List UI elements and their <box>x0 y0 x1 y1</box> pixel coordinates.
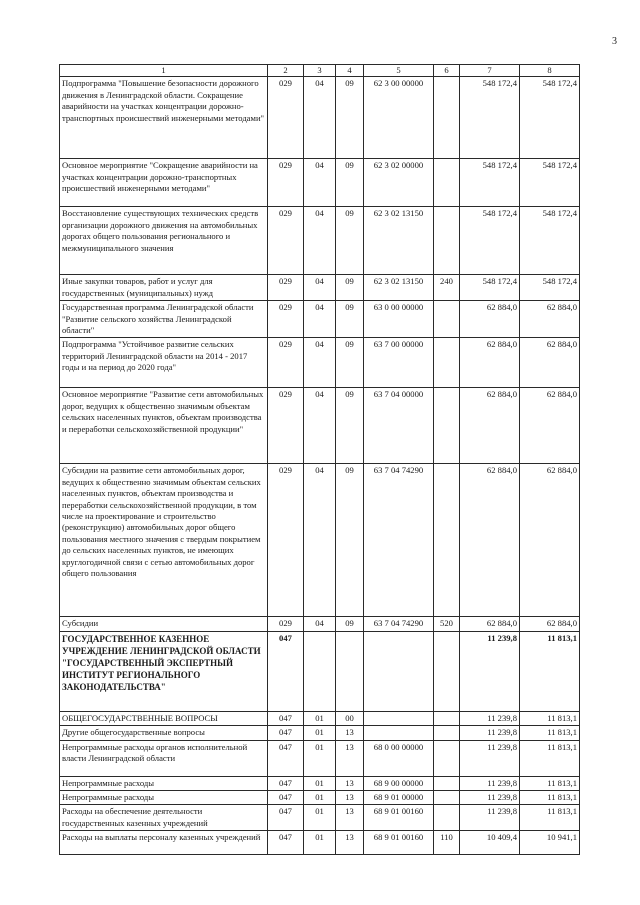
row-expense-type <box>434 791 460 805</box>
row-amount-2: 11 813,1 <box>520 726 580 740</box>
header-cell-1: 1 <box>60 65 268 77</box>
row-target-article: 68 9 01 00160 <box>364 805 434 831</box>
row-subsection-code: 09 <box>336 275 364 301</box>
row-amount-2: 548 172,4 <box>520 77 580 159</box>
row-amount-2: 10 941,1 <box>520 831 580 855</box>
row-subsection-code: 00 <box>336 711 364 725</box>
row-amount-1: 11 239,8 <box>460 740 520 776</box>
row-name: Непрограммные расходы органов исполнительной власти Ленинградской области <box>60 740 268 776</box>
row-ved-code: 029 <box>268 207 304 275</box>
row-expense-type <box>434 711 460 725</box>
row-ved-code: 047 <box>268 711 304 725</box>
row-section-code: 04 <box>304 388 336 464</box>
row-name: Подпрограмма "Устойчивое развитие сельских территорий Ленинградской области на 2014 - 2017 годы и на период до 2020 года" <box>60 338 268 388</box>
row-section-code: 04 <box>304 275 336 301</box>
header-cell-8: 8 <box>520 65 580 77</box>
row-section-code: 04 <box>304 338 336 388</box>
table-row <box>60 805 580 831</box>
row-section-code: 01 <box>304 740 336 776</box>
row-section-code: 04 <box>304 617 336 631</box>
row-name: Расходы на обеспечение деятельности государственных казенных учреждений <box>60 805 268 831</box>
row-target-article: 62 3 00 00000 <box>364 77 434 159</box>
row-target-article: 63 7 04 00000 <box>364 388 434 464</box>
row-subsection-code: 09 <box>336 617 364 631</box>
row-section-code: 04 <box>304 159 336 207</box>
row-ved-code: 029 <box>268 159 304 207</box>
row-expense-type <box>434 805 460 831</box>
row-subsection-code: 09 <box>336 159 364 207</box>
row-subsection-code: 13 <box>336 776 364 790</box>
row-ved-code: 029 <box>268 275 304 301</box>
table-row <box>60 617 580 631</box>
row-name: Непрограммные расходы <box>60 776 268 790</box>
row-amount-2: 11 813,1 <box>520 791 580 805</box>
table-row <box>60 301 580 338</box>
row-ved-code: 029 <box>268 388 304 464</box>
row-ved-code: 047 <box>268 726 304 740</box>
row-ved-code: 047 <box>268 831 304 855</box>
row-name: Подпрограмма "Повышение безопасности дорожного движения в Ленинградской области. Сокращение аварийности на участках концентрации дорожно-транспортных происшествий инженерными методами" <box>60 77 268 159</box>
row-amount-2: 62 884,0 <box>520 338 580 388</box>
row-target-article: 68 9 01 00000 <box>364 791 434 805</box>
row-subsection-code: 09 <box>336 77 364 159</box>
row-subsection-code: 09 <box>336 301 364 338</box>
header-row <box>60 65 580 77</box>
row-expense-type: 520 <box>434 617 460 631</box>
row-expense-type <box>434 464 460 617</box>
row-subsection-code: 13 <box>336 831 364 855</box>
table-row <box>60 464 580 617</box>
header-cell-4: 4 <box>336 65 364 77</box>
table-row <box>60 776 580 790</box>
row-subsection-code: 09 <box>336 207 364 275</box>
row-ved-code: 029 <box>268 464 304 617</box>
row-name: Другие общегосударственные вопросы <box>60 726 268 740</box>
row-section-code: 04 <box>304 77 336 159</box>
row-amount-2: 62 884,0 <box>520 388 580 464</box>
row-target-article: 63 0 00 00000 <box>364 301 434 338</box>
row-ved-code: 047 <box>268 805 304 831</box>
row-expense-type <box>434 740 460 776</box>
row-amount-1: 11 239,8 <box>460 776 520 790</box>
row-amount-2: 11 813,1 <box>520 805 580 831</box>
table-row <box>60 831 580 855</box>
row-target-article: 68 0 00 00000 <box>364 740 434 776</box>
table-row <box>60 207 580 275</box>
row-expense-type <box>434 301 460 338</box>
table-row <box>60 388 580 464</box>
row-section-code: 01 <box>304 791 336 805</box>
row-amount-1: 548 172,4 <box>460 159 520 207</box>
row-amount-2: 11 813,1 <box>520 740 580 776</box>
row-section-code: 01 <box>304 726 336 740</box>
row-ved-code: 047 <box>268 631 304 711</box>
table-row <box>60 726 580 740</box>
table-row <box>60 631 580 711</box>
row-subsection-code: 13 <box>336 791 364 805</box>
row-expense-type <box>434 776 460 790</box>
row-expense-type <box>434 159 460 207</box>
row-amount-1: 62 884,0 <box>460 338 520 388</box>
row-target-article: 62 3 02 13150 <box>364 275 434 301</box>
row-section-code: 01 <box>304 831 336 855</box>
row-ved-code: 029 <box>268 338 304 388</box>
row-section-code: 04 <box>304 301 336 338</box>
row-target-article <box>364 726 434 740</box>
table-row <box>60 77 580 159</box>
row-ved-code: 047 <box>268 791 304 805</box>
row-ved-code: 047 <box>268 740 304 776</box>
row-target-article: 63 7 04 74290 <box>364 617 434 631</box>
row-amount-1: 11 239,8 <box>460 805 520 831</box>
row-section-code: 04 <box>304 464 336 617</box>
row-amount-1: 548 172,4 <box>460 207 520 275</box>
row-target-article <box>364 711 434 725</box>
row-target-article: 63 7 00 00000 <box>364 338 434 388</box>
row-subsection-code: 13 <box>336 726 364 740</box>
row-amount-2: 62 884,0 <box>520 301 580 338</box>
row-amount-1: 10 409,4 <box>460 831 520 855</box>
row-name: Субсидии на развитие сети автомобильных дорог, ведущих к общественно значимым объектам сельских населенных пунктов, объектам производства и переработки сельскохозяйственной продукции, в том числе на проектирование и строительство (реконструкцию) автомобильных дорог общего пользования местного значения с твердым покрытием до сельских населенных пунктов, не имеющих круглогодичной связи с сетью автомобильных дорог общего пользования <box>60 464 268 617</box>
row-name: ГОСУДАРСТВЕННОЕ КАЗЕННОЕ УЧРЕЖДЕНИЕ ЛЕНИНГРАДСКОЙ ОБЛАСТИ "ГОСУДАРСТВЕННЫЙ ЭКСПЕРТНЫЙ ИНСТИТУТ РЕГИОНАЛЬНОГО ЗАКОНОДАТЕЛЬСТВА" <box>60 631 268 711</box>
row-expense-type <box>434 77 460 159</box>
row-expense-type <box>434 338 460 388</box>
row-expense-type: 240 <box>434 275 460 301</box>
row-name: Государственная программа Ленинградской области "Развитие сельского хозяйства Ленинградской области" <box>60 301 268 338</box>
table-row <box>60 711 580 725</box>
row-amount-2: 11 813,1 <box>520 776 580 790</box>
row-name: Восстановление существующих технических средств организации дорожного движения на автомобильных дорогах общего пользования регионального и межмуниципального значения <box>60 207 268 275</box>
row-section-code <box>304 631 336 711</box>
row-amount-2: 62 884,0 <box>520 617 580 631</box>
row-target-article: 68 9 00 00000 <box>364 776 434 790</box>
row-section-code: 01 <box>304 776 336 790</box>
row-amount-1: 11 239,8 <box>460 726 520 740</box>
row-amount-1: 11 239,8 <box>460 711 520 725</box>
table-row <box>60 791 580 805</box>
row-amount-2: 548 172,4 <box>520 207 580 275</box>
row-ved-code: 029 <box>268 301 304 338</box>
row-target-article: 62 3 02 13150 <box>364 207 434 275</box>
row-amount-2: 62 884,0 <box>520 464 580 617</box>
row-name: ОБЩЕГОСУДАРСТВЕННЫЕ ВОПРОСЫ <box>60 711 268 725</box>
row-amount-2: 11 813,1 <box>520 631 580 711</box>
budget-table <box>59 64 580 855</box>
row-amount-1: 11 239,8 <box>460 791 520 805</box>
row-amount-1: 62 884,0 <box>460 388 520 464</box>
table-row <box>60 740 580 776</box>
row-ved-code: 047 <box>268 776 304 790</box>
header-cell-7: 7 <box>460 65 520 77</box>
header-cell-6: 6 <box>434 65 460 77</box>
row-name: Иные закупки товаров, работ и услуг для государственных (муниципальных) нужд <box>60 275 268 301</box>
row-amount-2: 548 172,4 <box>520 159 580 207</box>
row-subsection-code: 09 <box>336 338 364 388</box>
table-row <box>60 338 580 388</box>
row-target-article: 62 3 02 00000 <box>364 159 434 207</box>
row-subsection-code <box>336 631 364 711</box>
row-amount-1: 11 239,8 <box>460 631 520 711</box>
row-target-article: 68 9 01 00160 <box>364 831 434 855</box>
row-subsection-code: 13 <box>336 805 364 831</box>
row-expense-type <box>434 631 460 711</box>
row-expense-type <box>434 207 460 275</box>
row-name: Основное мероприятие "Сокращение аварийности на участках концентрации дорожно-транспортных происшествий инженерными методами" <box>60 159 268 207</box>
row-subsection-code: 13 <box>336 740 364 776</box>
row-target-article: 63 7 04 74290 <box>364 464 434 617</box>
row-name: Непрограммные расходы <box>60 791 268 805</box>
row-amount-2: 548 172,4 <box>520 275 580 301</box>
row-expense-type: 110 <box>434 831 460 855</box>
row-subsection-code: 09 <box>336 388 364 464</box>
row-amount-1: 62 884,0 <box>460 301 520 338</box>
row-section-code: 01 <box>304 805 336 831</box>
row-ved-code: 029 <box>268 617 304 631</box>
header-cell-2: 2 <box>268 65 304 77</box>
row-subsection-code: 09 <box>336 464 364 617</box>
table-row <box>60 159 580 207</box>
row-name: Субсидии <box>60 617 268 631</box>
row-amount-1: 548 172,4 <box>460 77 520 159</box>
row-section-code: 04 <box>304 207 336 275</box>
row-name: Расходы на выплаты персоналу казенных учреждений <box>60 831 268 855</box>
row-amount-2: 11 813,1 <box>520 711 580 725</box>
row-ved-code: 029 <box>268 77 304 159</box>
page-number: 3 <box>612 36 617 47</box>
row-expense-type <box>434 388 460 464</box>
header-cell-5: 5 <box>364 65 434 77</box>
row-section-code: 01 <box>304 711 336 725</box>
table-row <box>60 275 580 301</box>
row-amount-1: 62 884,0 <box>460 464 520 617</box>
row-name: Основное мероприятие "Развитие сети автомобильных дорог, ведущих к общественно значимым объектам сельских населенных пунктов, объектам производства и переработки сельскохозяйственной продукции" <box>60 388 268 464</box>
row-target-article <box>364 631 434 711</box>
row-amount-1: 548 172,4 <box>460 275 520 301</box>
header-cell-3: 3 <box>304 65 336 77</box>
row-expense-type <box>434 726 460 740</box>
row-amount-1: 62 884,0 <box>460 617 520 631</box>
